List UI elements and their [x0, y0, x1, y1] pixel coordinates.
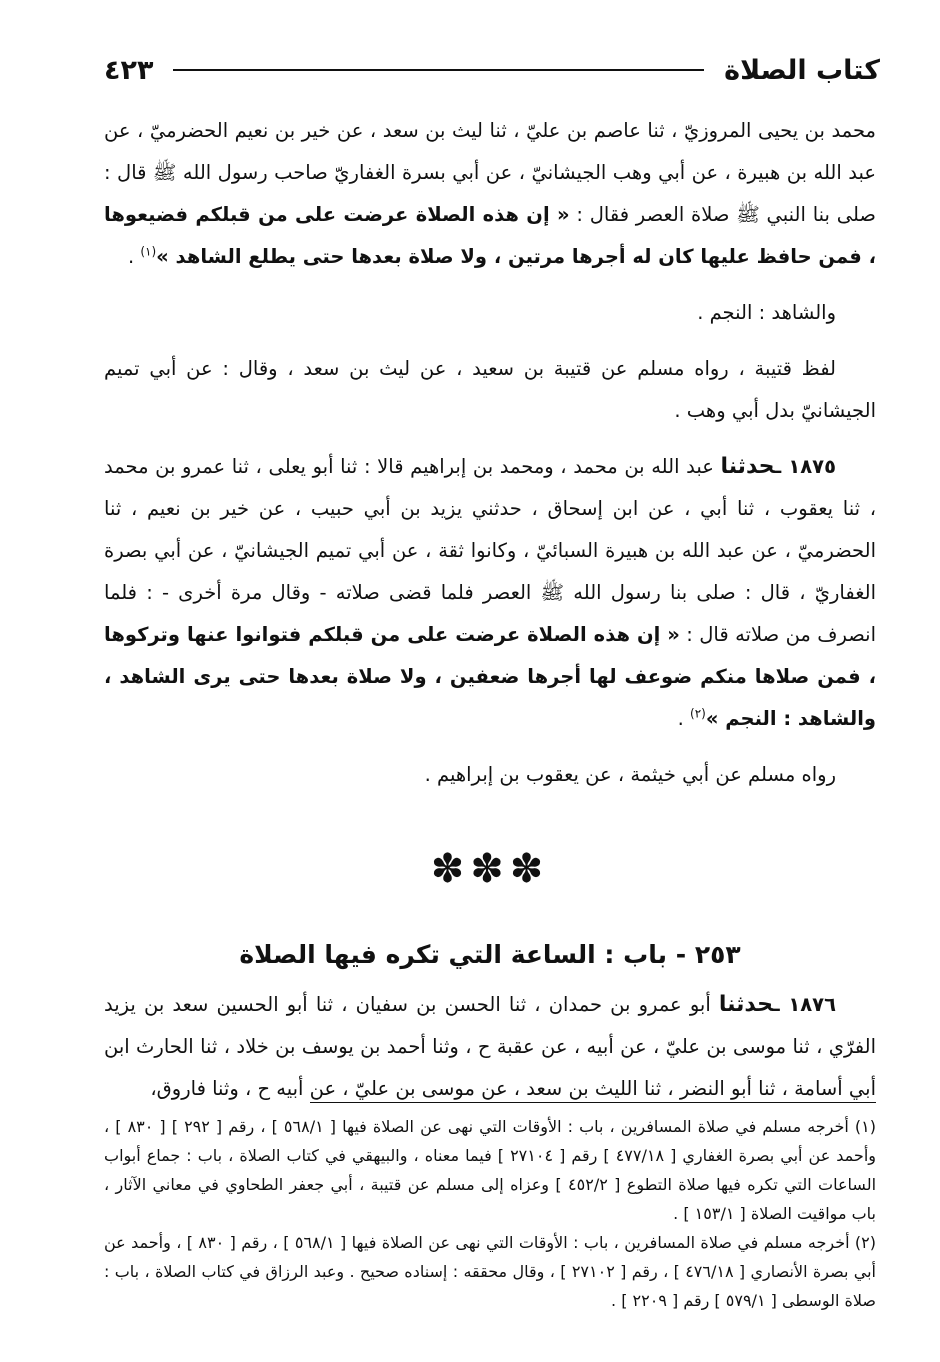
hadith-text: « إن هذه الصلاة عرضت على من قبلكم فضيعوها ، فمن حافظ عليها كان له أجرها مرتين ، ولا صلاة بعدها حتى يطلع الشاهد »: [104, 203, 876, 268]
hadith-1876: [104, 984, 876, 1110]
haddathana-word: حدثنا: [718, 992, 773, 1017]
footnotes: [104, 1112, 876, 1315]
paragraph-riwaya: لفظ قتيبة ، رواه مسلم عن قتيبة بن سعيد ، عن ليث بن سعد ، وقال : عن أبي تميم الجيشانيّ بدل أبي وهب .: [104, 357, 876, 422]
chapter-heading: ٢٥٣ - باب : الساعة التي تكره فيها الصلاة: [239, 940, 741, 969]
header-rule: [173, 69, 704, 71]
footnote-2: (٢) أخرجه مسلم في صلاة المسافرين ، باب : الأوقات التي نهى عن الصلاة فيها [ ٥٦٨/١ ] ، رقم [ ٨٣٠ ] ، وأحمد عن أبي بصرة الأنصاري [ ٤٧٦/١٨ ] ، رقم [ ٢٧١٠٢ ] ، وقال محققه : إسناده صحيح . وعبد الرزاق في كتاب الصلاة ، باب : صلاة الوسطى [ ٥٧٩/١ ] رقم [ ٢٢٠٩ ] .: [104, 1233, 877, 1310]
footnote-ref-2[interactable]: (٢): [690, 706, 706, 721]
paragraph-shahid: والشاهد : النجم .: [697, 301, 836, 324]
section-separator: ✽✽✽: [430, 846, 550, 892]
isnad-text: أبو عمرو بن حمدان ، ثنا الحسن بن سفيان ، ثنا أبو الحسين سعد بن يزيد الفرّي ، ثنا موسى بن عليّ ، عن أبيه ، عن عقبة ح ، وثنا أحمد بن يوسف بن خلاد ، ثنا الحارث ابن أبي أسامة ، ثنا أبو النضر ، ثنا الليث بن سعد ، عن موسى بن عليّ ، عن أبيه ح ، وثنا فاروق،: [104, 993, 876, 1100]
hadith-number: ١٨٧٦ ـ: [772, 993, 836, 1016]
hadith-number: ١٨٧٥ ـ: [774, 455, 836, 478]
paragraph-continuation: [104, 110, 876, 278]
hadith-1875: [104, 446, 876, 740]
footnote-ref-1[interactable]: (١): [140, 244, 157, 259]
page-number: ٤٢٣: [104, 54, 154, 86]
isnad-text: عبد الله بن محمد ، ومحمد بن إبراهيم قالا : ثنا أبو يعلى ، ثنا عمرو بن محمد ، ثنا يعقوب ، ثنا أبي ، عن ابن إسحاق ، حدثني يزيد بن أبي حبيب ، عن خير بن نعيم ، ثنا الحضرميّ ، عن عبد الله بن هبيرة السبائيّ ، وكانوا ثقة ، عن أبي تميم الجيشانيّ ، عن أبي بصرة الغفاريّ ، قال : صلى بنا رسول الله ﷺ العصر فلما قضى صلاته - وقال مرة أخرى - : فلما انصرف من صلاته قال :: [104, 455, 876, 646]
running-header: [104, 50, 880, 90]
footnote-separator: [310, 1102, 876, 1103]
isnad-text: محمد بن يحيى المروزيّ ، ثنا عاصم بن عليّ ، ثنا ليث بن سعد ، عن خير بن نعيم الحضرميّ ، عن عبد الله بن هبيرة ، عن أبي وهب الجيشانيّ ، عن أبي بسرة الغفاريّ صاحب رسول الله ﷺ قال : صلى بنا النبي ﷺ صلاة العصر فقال :: [104, 119, 876, 226]
haddathana-word: حدثنا: [720, 454, 775, 479]
punctuation: .: [677, 707, 691, 730]
hadith-text: « إن هذه الصلاة عرضت على من قبلكم فتوانوا عنها وتركوها ، فمن صلاها منكم ضوعف لها أجرها ضعفين ، ولا صلاة بعدها حتى يرى الشاهد ، والشاهد : النجم »: [104, 623, 876, 730]
book-title: كتاب الصلاة: [724, 54, 880, 86]
punctuation: .: [127, 245, 141, 268]
main-text: [104, 110, 876, 1110]
paragraph-riwaya-muslim: رواه مسلم عن أبي خيثمة ، عن يعقوب بن إبراهيم .: [424, 763, 836, 786]
footnote-1: (١) أخرجه مسلم في صلاة المسافرين ، باب : الأوقات التي نهى عن الصلاة فيها [ ٥٦٨/١ ] ، رقم [ ٢٩٢ ] [ ٨٣٠ ] ، وأحمد عن أبي بصرة الغفاري [ ٤٧٧/١٨ ] رقم [ ٢٧١٠٤ ] فيما معناه ، والبيهقي في كتاب الصلاة ، باب : جماع أبواب الساعات التي تكره فيها صلاة التطوع [ ٤٥٢/٢ ] وعزاه إلى مسلم عن قتيبة ، أبي جعفر الطحاوي في معاني الآثار ، باب مواقيت الصلاة [ ١٥٣/١ ] .: [104, 1117, 877, 1223]
